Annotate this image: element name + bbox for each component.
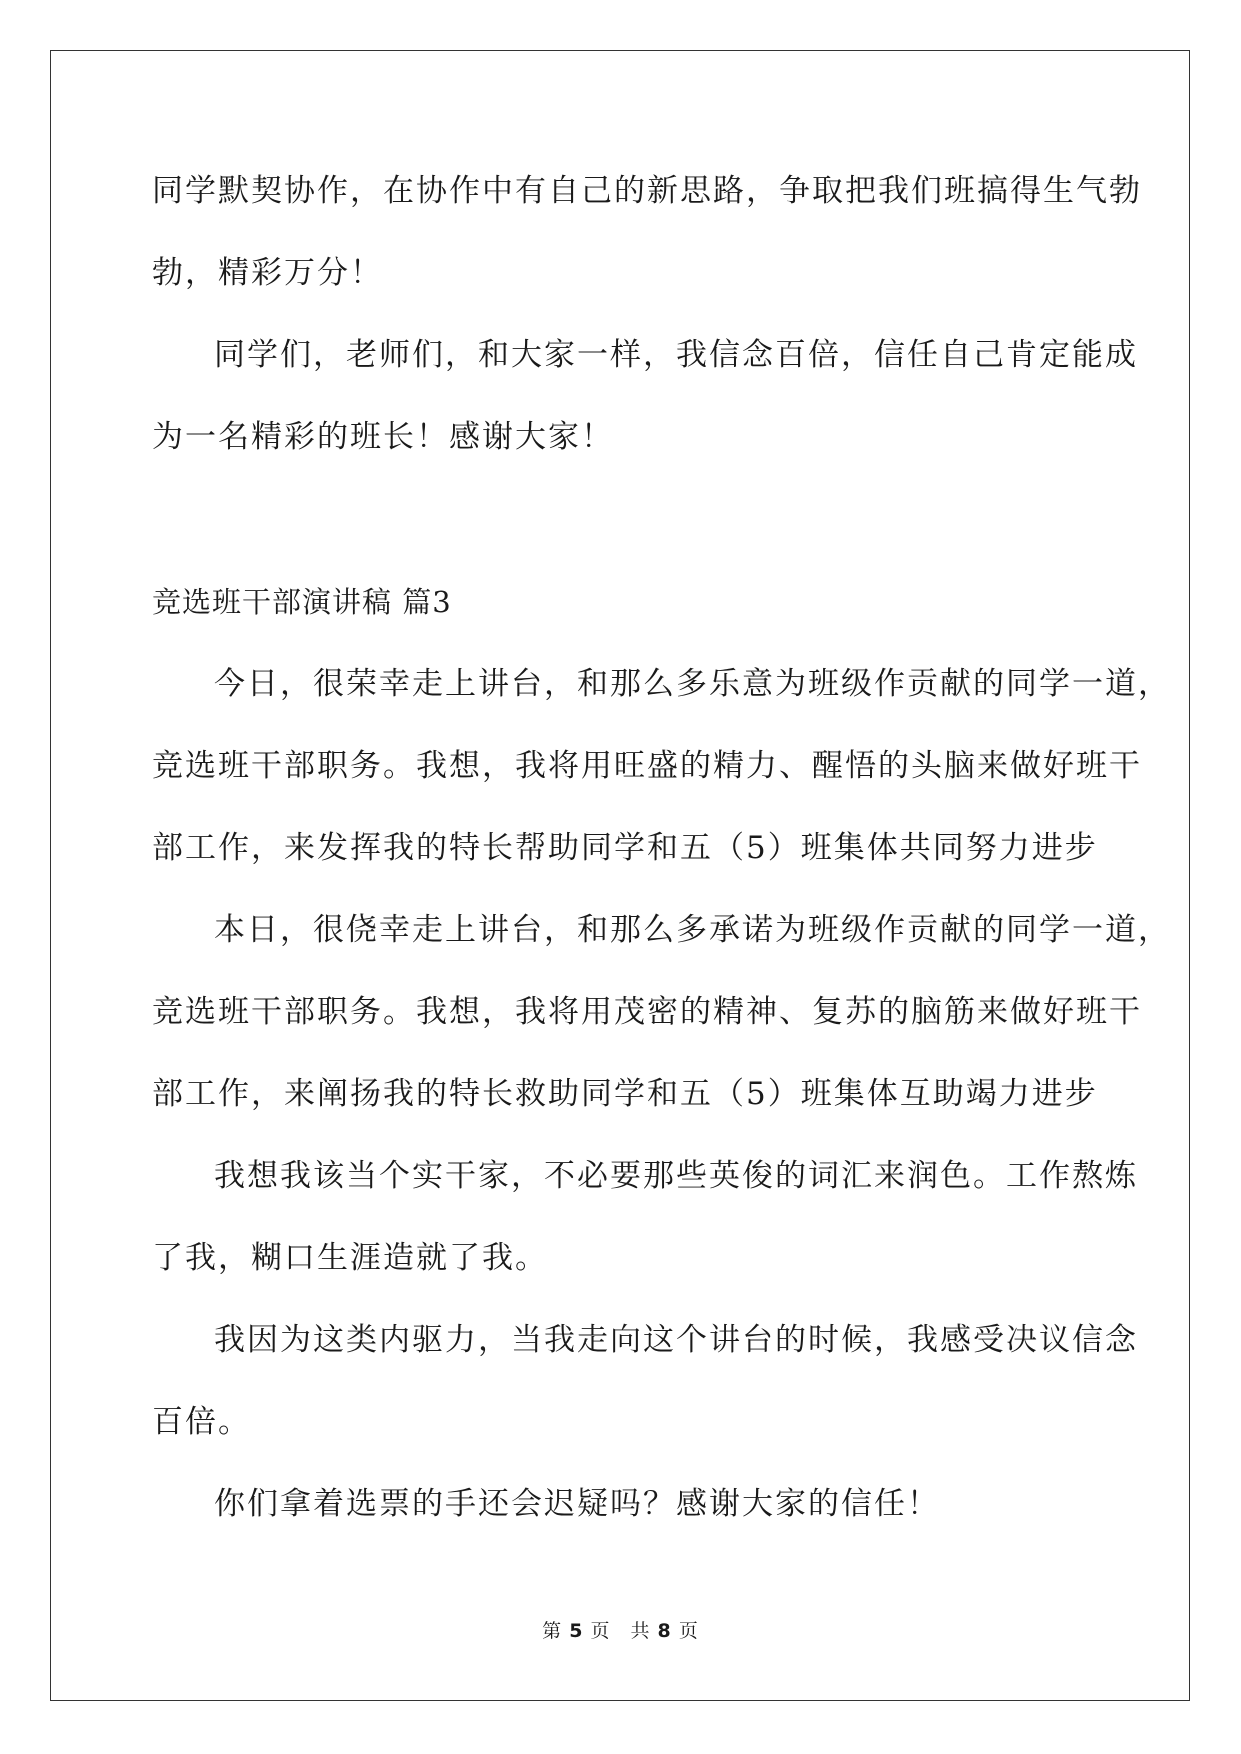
footer-suffix: 页 [678, 1620, 699, 1642]
footer-total-pages: 8 [657, 1620, 672, 1642]
text-line: 同学默契协作，在协作中有自己的新思路，争取把我们班搞得生气勃 [152, 173, 1142, 209]
text-line: 勃，精彩万分！ [152, 255, 383, 291]
paragraphs-bottom [152, 643, 1171, 1545]
footer-current-page: 5 [569, 1620, 584, 1642]
footer-prefix: 第 [542, 1620, 563, 1642]
section-heading: 竞选班干部演讲稿 篇3 [152, 585, 452, 619]
footer-middle: 页 共 [590, 1620, 651, 1642]
paragraphs-top [152, 150, 1142, 478]
text-line: 你们拿着选票的手还会迟疑吗？感谢大家的信任！ [214, 1486, 940, 1522]
text-line: 部工作，来发挥我的特长帮助同学和五（5）班集体共同努力进步 [152, 830, 1098, 866]
text-line: 部工作，来阐扬我的特长救助同学和五（5）班集体互助竭力进步 [152, 1076, 1098, 1112]
document-body [152, 150, 1171, 1545]
text-line: 同学们，老师们，和大家一样，我信念百倍，信任自己肯定能成 [214, 337, 1138, 373]
text-line: 了我，糊口生涯造就了我。 [152, 1240, 548, 1276]
text-line: 竞选班干部职务。我想，我将用旺盛的精力、醒悟的头脑来做好班干 [152, 748, 1142, 784]
text-line: 本日，很侥幸走上讲台，和那么多承诺为班级作贡献的同学一道， [214, 912, 1171, 948]
text-line: 为一名精彩的班长！感谢大家！ [152, 419, 614, 455]
text-line: 我想我该当个实干家，不必要那些英俊的词汇来润色。工作熬炼 [214, 1158, 1138, 1194]
text-line: 百倍。 [152, 1404, 251, 1440]
text-line: 今日，很荣幸走上讲台，和那么多乐意为班级作贡献的同学一道， [214, 666, 1171, 702]
text-line: 我因为这类内驱力，当我走向这个讲台的时候，我感受决议信念 [214, 1322, 1138, 1358]
section-gap [152, 478, 1092, 561]
text-line: 竞选班干部职务。我想，我将用茂密的精神、复苏的脑筋来做好班干 [152, 994, 1142, 1030]
page-footer [0, 1616, 1241, 1643]
